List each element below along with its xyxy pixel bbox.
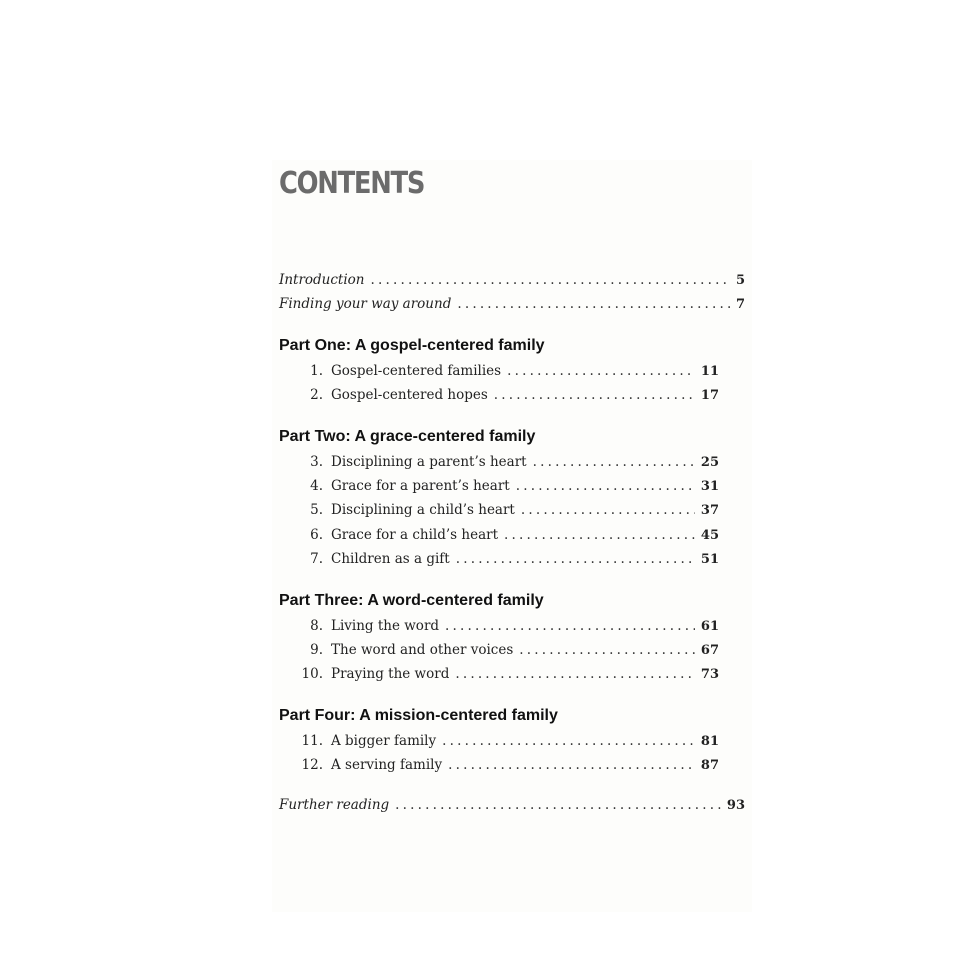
toc-entry-introduction	[279, 268, 745, 292]
toc-chapter	[279, 662, 719, 686]
chapter-number: 1.	[310, 362, 323, 379]
chapter-title: Gospel-centered hopes	[331, 387, 488, 404]
chapter-number: 12.	[301, 757, 323, 774]
part-heading: Part Three: A word-centered family	[279, 591, 544, 609]
chapter-number: 7.	[310, 551, 323, 568]
toc-entry-finding-your-way	[279, 292, 745, 316]
dot-leader	[371, 268, 730, 292]
page-title: CONTENTS	[279, 166, 425, 201]
part-heading: Part Two: A grace-centered family	[279, 427, 536, 445]
page-number: 61	[700, 618, 719, 634]
page-number: 37	[700, 503, 719, 519]
dot-leader	[456, 547, 695, 571]
entry-title: Introduction	[279, 272, 365, 288]
chapter-number: 4.	[310, 477, 323, 494]
dot-leader	[519, 638, 695, 662]
dot-leader	[504, 523, 695, 547]
dot-leader	[516, 474, 695, 498]
toc-chapter	[279, 474, 719, 498]
page-number: 81	[700, 733, 719, 749]
page-number: 11	[700, 363, 719, 379]
dot-leader	[442, 729, 695, 753]
chapter-title: A bigger family	[331, 732, 437, 749]
page-number: 45	[700, 527, 719, 543]
chapter-number: 11.	[301, 732, 323, 749]
page-number: 73	[700, 667, 719, 683]
toc-chapter	[279, 753, 719, 777]
toc-chapter	[279, 498, 719, 522]
chapter-number: 2.	[310, 387, 323, 404]
dot-leader	[457, 292, 730, 316]
dot-leader	[445, 614, 695, 638]
dot-leader	[494, 383, 695, 407]
page-number: 5	[735, 273, 745, 288]
chapter-title: Gospel-centered families	[331, 362, 502, 379]
chapter-number: 5.	[310, 502, 323, 519]
chapter-title: Disciplining a child’s heart	[331, 502, 515, 519]
toc-chapter	[279, 614, 719, 638]
dot-leader	[507, 359, 695, 383]
page-number: 7	[735, 297, 745, 313]
chapter-number: 8.	[310, 617, 323, 634]
entry-title: Finding your way around	[279, 296, 452, 313]
page-number: 25	[700, 454, 719, 470]
page-number: 51	[700, 552, 719, 568]
chapter-title: Grace for a child’s heart	[331, 526, 498, 543]
toc-chapter	[279, 638, 719, 662]
chapter-title: Children as a gift	[331, 551, 450, 568]
chapter-title: The word and other voices	[331, 641, 514, 658]
dot-leader	[455, 662, 695, 686]
chapter-title: Disciplining a parent’s heart	[331, 453, 527, 470]
dot-leader	[448, 753, 695, 777]
page-number: 67	[700, 642, 719, 658]
dot-leader	[533, 450, 695, 474]
chapter-title: Praying the word	[331, 666, 450, 683]
chapter-title: A serving family	[331, 757, 443, 774]
toc-chapter	[279, 523, 719, 547]
dot-leader	[395, 793, 721, 817]
chapter-number: 6.	[310, 526, 323, 543]
chapter-number: 9.	[310, 641, 323, 658]
table-of-contents	[279, 268, 745, 818]
toc-chapter	[279, 450, 719, 474]
entry-title: Further reading	[279, 797, 390, 814]
part-heading: Part One: A gospel-centered family	[279, 336, 545, 354]
toc-chapter	[279, 359, 719, 383]
part-heading: Part Four: A mission-centered family	[279, 706, 558, 724]
toc-chapter	[279, 547, 719, 571]
chapter-number: 10.	[301, 666, 323, 683]
chapter-number: 3.	[310, 453, 323, 470]
dot-leader	[521, 498, 695, 522]
chapter-title: Grace for a parent’s heart	[331, 477, 510, 494]
chapter-title: Living the word	[331, 617, 440, 634]
page-number: 17	[700, 388, 719, 404]
toc-chapter	[279, 729, 719, 753]
toc-chapter	[279, 383, 719, 407]
page-number: 31	[700, 478, 719, 494]
page-number: 93	[726, 798, 745, 814]
toc-entry-further-reading	[279, 793, 745, 817]
page-number: 87	[700, 758, 719, 774]
